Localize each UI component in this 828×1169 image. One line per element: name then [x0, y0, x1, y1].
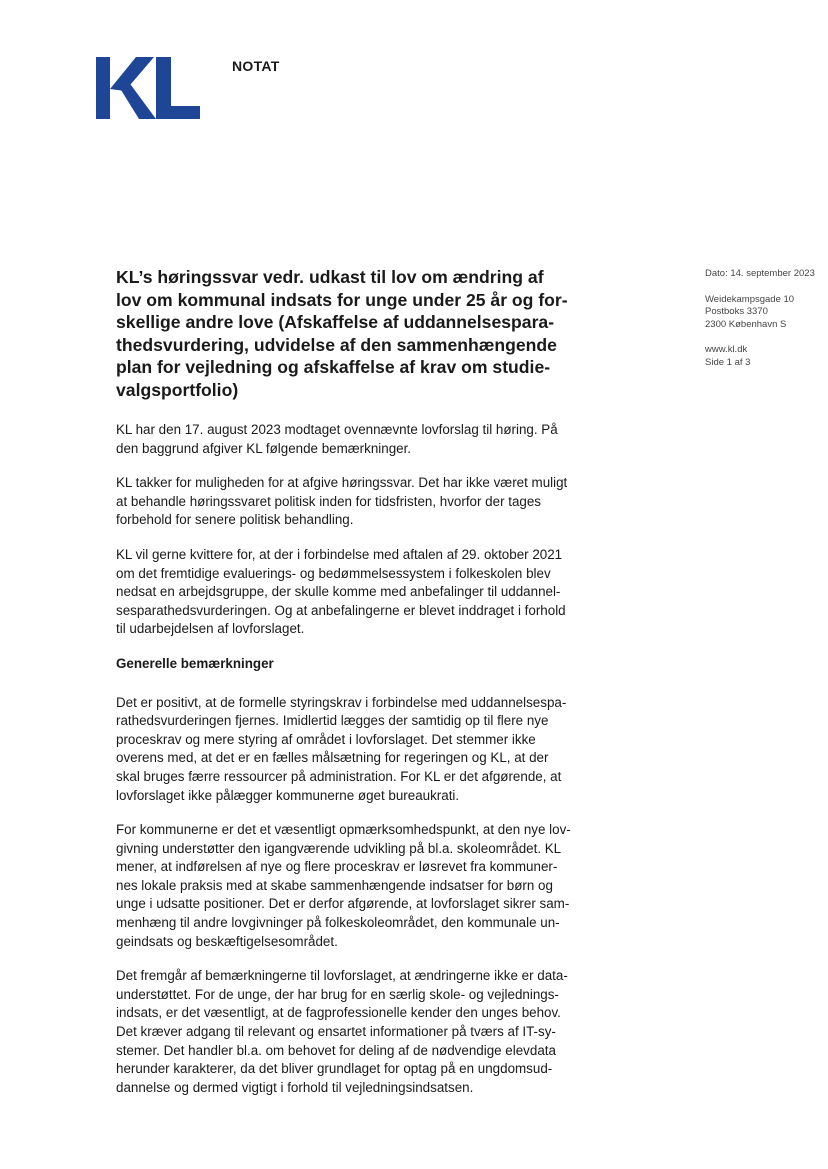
date: Dato: 14. september 2023 — [705, 268, 815, 279]
text-line: indsats, er det væsentligt, at de fagprofessionelle kender den unges behov. — [116, 1005, 561, 1021]
text-line: KL har den 17. august 2023 modtaget ovennævnte lovforslag til høring. På — [116, 422, 558, 437]
text-line: sesparathedsvurderingen. Og at anbefalingerne er blevet inddraget i forhold — [116, 602, 566, 618]
kl-logo — [96, 57, 200, 119]
text-line: For kommunerne er det et væsentligt opmærksomhedspunkt, at den nye lov- — [116, 822, 571, 838]
address-line: Weidekampsgade 10 — [705, 293, 795, 305]
paragraph — [116, 546, 594, 639]
title-line: skellige andre love (Afskaffelse af uddannelsespara- — [116, 312, 555, 332]
text-line: forbehold for senere politisk behandling. — [116, 512, 354, 528]
section-heading: Generelle bemærkninger — [116, 655, 274, 671]
text-line: understøttet. For de unge, der har brug for en særlig skole- og vejlednings- — [116, 986, 559, 1002]
text-line: skal bruges færre ressourcer på administration. For KL er det afgørende, at — [116, 768, 562, 784]
text-line: dannelse og dermed vigtigt i forhold til vejledningsindsatsen. — [116, 1079, 474, 1095]
paragraph — [116, 694, 594, 806]
title-line: thedsvurdering, udvidelse af den sammenhængende — [116, 334, 557, 355]
text-line: Det er positivt, at de formelle styringskrav i forbindelse med uddannelsespa- — [116, 694, 567, 710]
text-line: KL vil gerne kvittere for, at der i forbindelse med aftalen af 29. oktober 2021 — [116, 546, 563, 562]
text-line: givning understøtter den igangværende udvikling på bl.a. skoleområdet. KL — [116, 840, 562, 856]
document-type: NOTAT — [232, 58, 280, 74]
text-line: til udarbejdelsen af lovforslaget. — [116, 621, 305, 637]
text-line: geindsats og beskæftigelsesområdet. — [116, 933, 338, 949]
title-line: lov om kommunal indsats for unge under 25 år og for- — [116, 289, 568, 310]
title-line: plan for vejledning og afskaffelse af krav om studie- — [116, 357, 551, 377]
text-line: om det fremtidige evaluerings- og bedømmelsessystem i folkeskolen blev — [116, 565, 551, 581]
text-line: menhæng til andre lovgivninger på folkeskoleområdet, den kommunale un- — [116, 915, 560, 931]
address — [705, 294, 828, 332]
text-line: Det kræver adgang til relevant og ensartet informationer på tværs af IT-sy- — [116, 1024, 556, 1040]
address-line: 2300 København S — [705, 318, 787, 330]
paragraph — [116, 421, 594, 458]
text-line: lovforslaget ikke pålægger kommunerne øget bureaukrati. — [116, 787, 460, 803]
text-line: nes lokale praksis med at skabe sammenhængende indsatser for børn og — [116, 877, 553, 893]
text-line: overens med, at det er en fælles målsætning for regeringen og KL, at der — [116, 750, 549, 766]
text-line: rathedsvurderingen fjernes. Imidlertid lægges der samtidig op til flere nye — [116, 713, 549, 729]
document-body — [116, 266, 594, 1113]
text-line: den baggrund afgiver KL følgende bemærkninger. — [116, 440, 412, 456]
document-title — [116, 266, 594, 401]
address-line: Postboks 3370 — [705, 306, 768, 317]
text-line: unge i udsatte positioner. Det er derfor afgørende, at lovforslaget sikrer sam- — [116, 896, 570, 912]
text-line: nedsat en arbejdsgruppe, der skulle komme med anbefalinger til uddannel- — [116, 584, 561, 600]
meta-sidebar — [705, 268, 828, 382]
paragraph — [116, 821, 594, 951]
paragraph — [116, 474, 594, 530]
text-line: KL takker for muligheden for at afgive høringssvar. Det har ikke været muligt — [116, 475, 568, 491]
title-line: valgsportfolio) — [116, 379, 239, 400]
text-line: at behandle høringssvaret politisk inden for tidsfristen, hvorfor der tages — [116, 493, 542, 509]
text-line: mener, at indførelsen af nye og flere proceskrav er løsrevet fra kommuner- — [116, 859, 558, 875]
text-line: herunder karakterer, da det bliver grundlaget for optag på en ungdomsud- — [116, 1061, 553, 1077]
paragraph — [116, 967, 594, 1097]
title-line: KL’s høringssvar vedr. udkast til lov om ændring af — [116, 267, 544, 287]
website-link[interactable]: www.kl.dk — [705, 344, 748, 355]
text-line: Det fremgår af bemærkningerne til lovforslaget, at ændringerne ikke er data- — [116, 968, 568, 984]
text-line: proceskrav og mere styring af området i lovforslaget. Det stemmer ikke — [116, 731, 536, 747]
page-number: Side 1 af 3 — [705, 356, 751, 368]
text-line: stemer. Det handler bl.a. om behovet for deling af de nødvendige elevdata — [116, 1042, 556, 1058]
